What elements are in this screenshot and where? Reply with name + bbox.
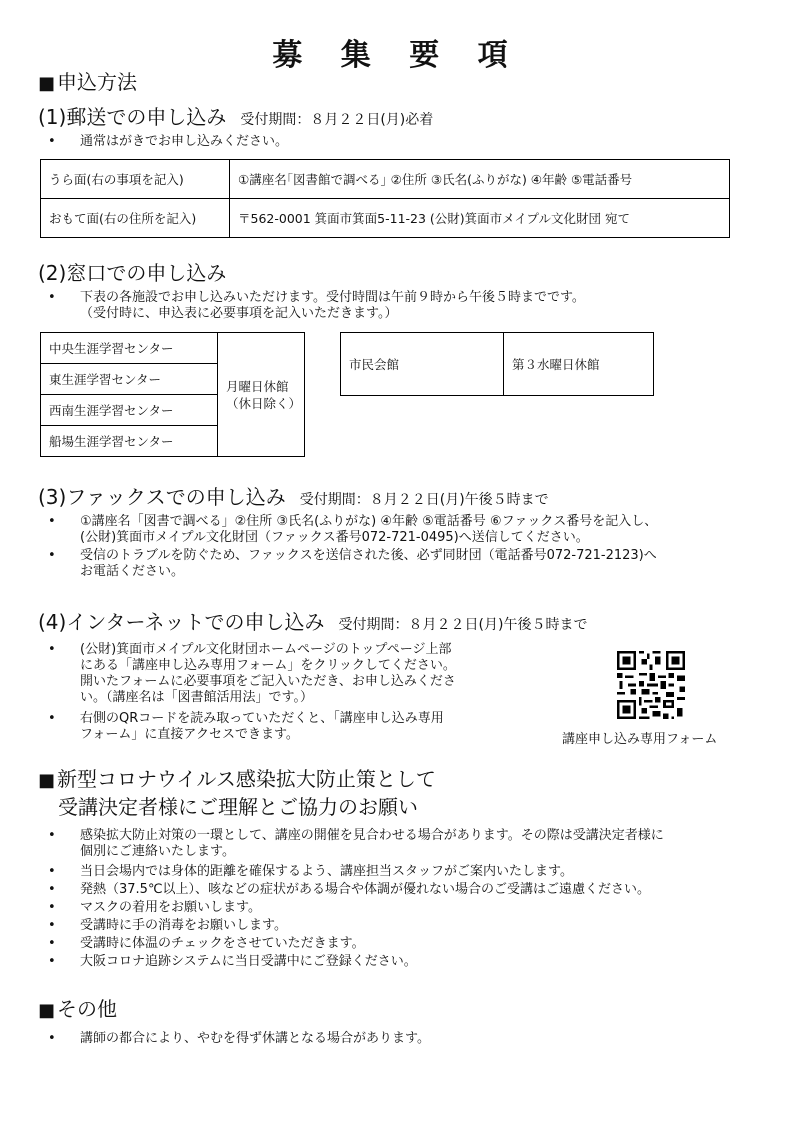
qr-code-icon[interactable] [617, 651, 685, 719]
subheading-fax [38, 481, 549, 510]
period-text: 受付期間：８月２２日(月)午後５時まで [299, 492, 549, 508]
subheading-window [38, 257, 226, 286]
hall-table [340, 332, 654, 396]
bullet-text: 大阪コロナ追跡システムに当日受講中にご登録ください。 [80, 954, 417, 969]
bullet-item [48, 642, 548, 706]
bullet-item [48, 864, 788, 880]
bullet-text: い。（講座名は「図書館活用法」です。） [80, 690, 313, 705]
section-heading-text: 新型コロナウイルス感染拡大防止策として [57, 767, 436, 791]
bullet-text: 受講時に手の消毒をお願いします。 [80, 918, 287, 933]
bullet-text: (公財)箕面市メイプル文化財団ホームページのトップページ上部 [80, 642, 452, 657]
section-heading-other [38, 993, 117, 1022]
bullet-text: 開いたフォームに必要事項をご記入いただき、お申し込みくださ [80, 674, 456, 689]
bullet-icon: • [48, 828, 56, 843]
bullet-text: お電話ください。 [80, 564, 185, 579]
centers-table [40, 332, 305, 457]
bullet-text: フォーム」に直接アクセスできます。 [80, 727, 299, 742]
period-text: 受付期間：８月２２日(月)必着 [240, 112, 434, 128]
section-heading-text: 申込方法 [57, 70, 138, 94]
table-cell: おもて面(右の住所を記入) [41, 199, 230, 238]
table-row [41, 199, 730, 238]
table-cell: 西南生涯学習センター [41, 395, 218, 426]
bullet-item [48, 1031, 788, 1047]
subheading-text: (3)ファックスでの申し込み [38, 485, 286, 509]
section-heading-covid [38, 766, 436, 820]
bullet-text: 個別にご連絡いたします。 [80, 844, 235, 859]
bullet-item [48, 514, 788, 546]
square-bullet-icon: ■ [38, 73, 56, 94]
period-text: 受付期間：８月２２日(月)午後５時まで [338, 617, 588, 633]
table-row [41, 160, 730, 199]
bullet-text: （受付時に、申込表に必要事項を記入いただきます。） [80, 306, 398, 321]
table-cell: 中央生涯学習センター [41, 333, 218, 364]
table-cell: 東生涯学習センター [41, 364, 218, 395]
bullet-text: 受信のトラブルを防ぐため、ファックスを送信された後、必ず同財団（電話番号072-721-2123)へ [80, 548, 657, 563]
bullet-icon: • [48, 290, 56, 305]
square-bullet-icon: ■ [38, 770, 56, 791]
bullet-item [48, 900, 788, 916]
bullet-text: 受講時に体温のチェックをさせていただきます。 [80, 936, 365, 951]
bullet-icon: • [48, 900, 56, 915]
bullet-icon: • [48, 134, 56, 149]
table-cell: うら面(右の事項を記入) [41, 160, 230, 199]
bullet-item [48, 936, 788, 952]
section-heading-text: 受講決定者様にご理解とご協力のお願い [58, 795, 418, 819]
bullet-icon: • [48, 548, 56, 563]
page-title: 募 集 要 項 [272, 38, 522, 73]
bullet-text: マスクの着用をお願いします。 [80, 900, 261, 915]
subheading-internet [38, 606, 587, 635]
bullet-text: 感染拡大防止対策の一環として、講座の開催を見合わせる場合があります。その際は受講決定者様に [80, 828, 664, 843]
bullet-item [48, 918, 788, 934]
table-cell: 第３水曜日休館 [504, 333, 654, 396]
subheading-text: (1)郵送での申し込み [38, 105, 227, 129]
table-cell: 船場生涯学習センター [41, 426, 218, 457]
bullet-item [48, 882, 788, 898]
closed-days-text: 月曜日休館 [226, 378, 289, 394]
table-row [41, 333, 305, 364]
table-cell: ①講座名｢図書館で調べる｣ ②住所 ③氏名(ふりがな) ④年齢 ⑤電話番号 [230, 160, 730, 199]
bullet-icon: • [48, 954, 56, 969]
subheading-text: (2)窓口での申し込み [38, 261, 227, 285]
mail-table [40, 159, 730, 238]
bullet-text: 講師の都合により、やむを得ず休講となる場合があります。 [80, 1031, 430, 1046]
bullet-text: 下表の各施設でお申し込みいただけます。受付時間は午前９時から午後５時までです。 [80, 290, 585, 305]
square-bullet-icon: ■ [38, 1000, 56, 1021]
bullet-item [48, 548, 788, 580]
closed-days-cell [218, 333, 305, 457]
table-row [341, 333, 654, 396]
bullet-text: にある「講座申し込み専用フォーム」をクリックしてください。 [80, 658, 456, 673]
subheading-mail [38, 101, 433, 130]
section-heading-text: その他 [57, 997, 118, 1021]
bullet-icon: • [48, 642, 56, 657]
bullet-icon: • [48, 918, 56, 933]
bullet-text: (公財)箕面市メイプル文化財団（ファックス番号072-721-0495)へ送信してください。 [80, 530, 589, 545]
bullet-icon: • [48, 514, 56, 529]
bullet-text: 発熱（37.5℃以上）、咳などの症状がある場合や体調が優れない場合のご受講はご遠慮ください。 [80, 882, 651, 897]
bullet-item [48, 954, 788, 970]
bullet-icon: • [48, 711, 56, 726]
bullet-text: 右側のQRコードを読み取っていただくと、「講座申し込み専用 [80, 711, 444, 726]
bullet-text: 通常はがきでお申し込みください。 [80, 134, 289, 149]
bullet-icon: • [48, 936, 56, 951]
qr-caption: 講座申し込み専用フォーム [562, 732, 718, 747]
bullet-icon: • [48, 864, 56, 879]
bullet-text: ①講座名「図書で調べる」②住所 ③氏名(ふりがな) ④年齢 ⑤電話番号 ⑥ファックス番号を記入し、 [80, 514, 658, 529]
bullet-item [48, 134, 768, 150]
table-cell: 〒562-0001 箕面市箕面5-11-23 (公財)箕面市メイプル文化財団 宛て [230, 199, 730, 238]
bullet-icon: • [48, 882, 56, 897]
closed-days-note: （休日除く） [226, 395, 302, 411]
bullet-text: 当日会場内では身体的距離を確保するよう、講座担当スタッフがご案内いたします。 [80, 864, 573, 879]
subheading-text: (4)インターネットでの申し込み [38, 610, 325, 634]
bullet-item [48, 828, 788, 860]
bullet-item [48, 290, 788, 322]
section-heading-application [38, 66, 137, 95]
bullet-icon: • [48, 1031, 56, 1046]
table-cell: 市民会館 [341, 333, 504, 396]
bullet-item [48, 711, 548, 743]
